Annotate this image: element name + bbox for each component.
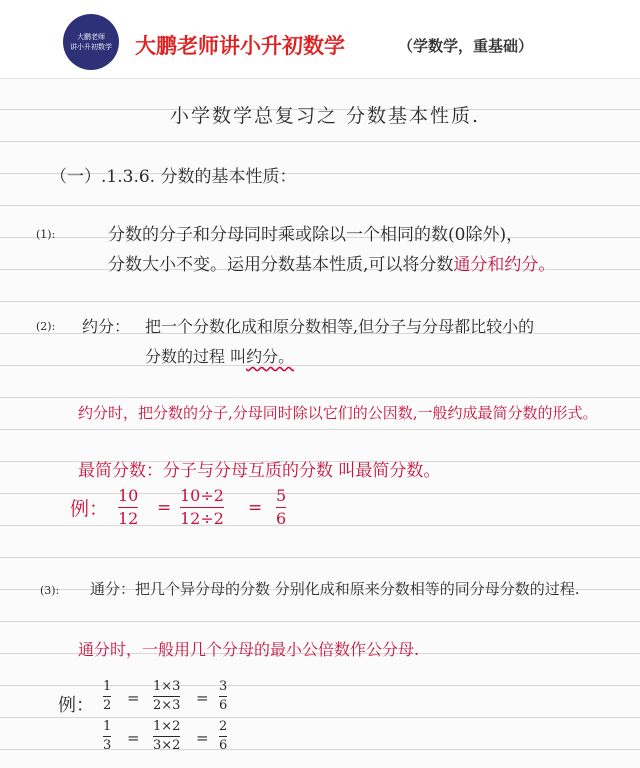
p2-line2-b: 约分。 (246, 347, 295, 366)
p2-line1: 把一个分数化成和原分数相等,但分子与分母都比较小的 (145, 317, 535, 336)
example2-r1-f1-denominator: 2 (103, 698, 112, 714)
p2-line2 (145, 344, 294, 367)
example1-equals-2: = (248, 498, 263, 518)
example2-row2-fraction-3 (219, 720, 227, 754)
p3-marker: (3): (40, 584, 60, 597)
p1-line2-red: 通分和约分。 (453, 255, 556, 275)
fraction-bar (180, 507, 224, 508)
common-rule: 通分时，一般用几个分母的最小公倍数作公分母. (78, 640, 420, 659)
p1-marker: (1): (36, 228, 56, 241)
example2-r2-f2-denominator: 3×2 (153, 738, 181, 754)
reduce-rule: 约分时，把分数的分子,分母同时除以它们的公因数,一般约成最简分数的形式。 (78, 404, 598, 422)
example1-fraction-1 (118, 487, 138, 527)
example2-r1-f2-numerator: 1×3 (153, 679, 181, 694)
channel-logo (63, 14, 119, 70)
p2-term: 约分： (82, 317, 131, 336)
example2-r2-f1-denominator: 3 (103, 738, 112, 754)
example2-row1-fraction-3 (219, 680, 227, 714)
channel-tagline: （学数学，重基础） (398, 37, 534, 55)
example2-row1-equals-2: = (196, 689, 209, 707)
example1-equals-1: = (157, 498, 172, 518)
logo-line-1: 大鹏老师 (77, 33, 105, 41)
channel-title: 大鹏老师讲小升初数学 (135, 34, 345, 58)
example2-r1-f3-numerator: 3 (219, 679, 228, 694)
example2-row2-fraction-1 (103, 720, 111, 754)
p2-marker: (2): (36, 320, 56, 333)
example2-label: 例： (58, 695, 94, 716)
example1-fraction-2 (180, 487, 224, 527)
note-title: 小学数学总复习之 分数基本性质. (170, 105, 481, 127)
example1-f3-denominator: 6 (276, 508, 287, 528)
example1-fraction-3 (276, 487, 286, 527)
example1-f2-numerator: 10÷2 (180, 486, 224, 505)
header-banner (0, 0, 640, 79)
example1-f1-numerator: 10 (118, 486, 139, 505)
fraction-bar (219, 696, 227, 697)
p1-line2 (108, 250, 555, 275)
example1-f2-denominator: 12÷2 (180, 508, 224, 528)
p1-line2-black: 分数大小不变。运用分数基本性质,可以将分数 (108, 255, 454, 275)
simplest-definition (78, 456, 440, 481)
example2-row1-fraction-1 (103, 680, 111, 714)
fraction-bar (276, 507, 286, 508)
simplest-def: ：分子与分母互质的分数 叫最简分数。 (146, 461, 441, 481)
fraction-bar (103, 736, 111, 737)
example2-r2-f2-numerator: 1×2 (153, 719, 181, 734)
example1-f3-numerator: 5 (276, 486, 287, 505)
example2-r2-f3-numerator: 2 (219, 719, 228, 734)
p2-line2-a: 分数的过程 叫 (145, 347, 247, 366)
example2-row2-fraction-2 (153, 720, 180, 754)
fraction-bar (219, 736, 227, 737)
p3-text: 通分：把几个异分母的分数 分别化成和原来分数相等的同分母分数的过程. (90, 580, 580, 598)
example2-row1-equals-1: = (127, 689, 140, 707)
example2-row2-equals-2: = (196, 729, 209, 747)
fraction-bar (103, 696, 111, 697)
example2-row1-fraction-2 (153, 680, 180, 714)
example1-label: 例： (70, 498, 109, 520)
fraction-bar (153, 736, 180, 737)
fraction-bar (118, 507, 138, 508)
p1-line1: 分数的分子和分母同时乘或除以一个相同的数(0除外)， (108, 225, 524, 245)
section-heading: （一）.1.3.6. 分数的基本性质： (50, 167, 297, 187)
example2-r2-f3-denominator: 6 (219, 738, 228, 754)
fraction-bar (153, 696, 180, 697)
example2-row2-equals-1: = (127, 729, 140, 747)
example2-r2-f1-numerator: 1 (103, 719, 112, 734)
simplest-term: 最简分数 (78, 461, 146, 481)
example2-r1-f3-denominator: 6 (219, 698, 228, 714)
logo-line-2: 讲小升初数学 (70, 43, 112, 51)
example2-r1-f2-denominator: 2×3 (153, 698, 181, 714)
example1-f1-denominator: 12 (118, 508, 139, 528)
example2-r1-f1-numerator: 1 (103, 679, 112, 694)
